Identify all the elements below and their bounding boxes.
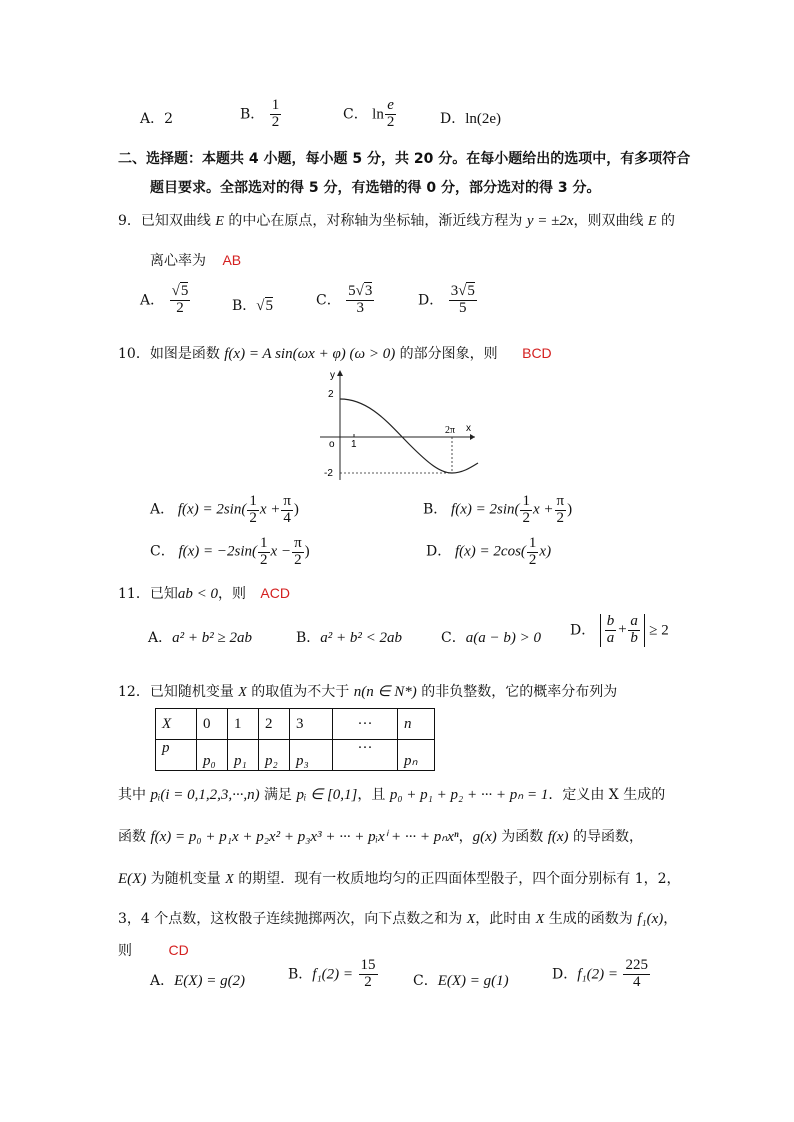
q11-option-c: C．a(a − b) > 0 [441,630,541,646]
table-cell: 1 [228,709,259,740]
q12-answer: CD [168,942,189,958]
q8-option-a: A．2 [140,111,174,127]
q10-answer: BCD [522,345,552,361]
q9-option-b: B．√5 [232,298,274,314]
tick-label-neg2: -2 [324,468,333,479]
table-cell: ··· [333,709,398,740]
table-cell: 2 [259,709,290,740]
table-cell: 3 [290,709,333,740]
q9-option-a: A． $\frac{√5}{2}$ [140,283,189,316]
q12-option-d: D．f₁(2) = $\frac{225}{4}$ [552,957,648,990]
tick-label-1: 1 [351,439,357,450]
q12-line5: 则 CD [118,942,189,959]
q12-option-b: B．f₁(2) = $\frac{15}{2}$ [288,957,376,990]
q9-stem-line2: 离心率为 AB [150,252,242,269]
table-cell: p [156,740,197,771]
q9-option-d: D． $\frac{3√5}{5}$ [418,283,475,316]
q10-sine-graph [310,365,485,485]
q12-line2: 函数 f(x) = p₀ + p₁x + p₂x² + p₃x³ + ··· + pᵢxⁱ + ··· + pₙxⁿ，g(x) 为函数 f(x) 的导函数， [118,829,643,845]
section-2-heading-line2: 题目要求。全部选对的得 5 分，有选错的得 0 分，部分选对的得 3 分。 [150,180,601,196]
table-cell: p₁ [228,740,259,771]
q12-stem: 12．已知随机变量 X 的取值为不大于 n(n ∈ N*) 的非负整数，它的概率分布列为 [118,684,618,700]
table-row [156,709,435,740]
table-cell: ··· [333,740,398,771]
q10-option-c: C． f(x) = −2sin( $\frac{1}{2}$ x − $\frac{\pi}{2}$ ) [150,535,310,568]
q11-option-b: B．a² + b² < 2ab [296,630,403,646]
q9-answer: AB [222,252,242,268]
q10-stem: 10．如图是函数 f(x) = A sin(ωx + φ) (ω > 0) 的部分图象，则 BCD [118,345,552,362]
table-row [156,740,435,771]
q10-option-b: B． f(x) = 2sin( $\frac{1}{2}$ x + $\frac{\pi}{2}$ ) [423,493,573,526]
q11-option-d: D． $\frac{b}{a}$ + $\frac{a}{b}$ ≥ 2 [570,613,669,646]
table-cell: p₃ [290,740,333,771]
q9-stem: 9．已知双曲线 E 的中心在原点，对称轴为坐标轴，渐近线方程为 y = ±2x，则双曲线 E 的 [118,213,675,229]
tick-label-2: 2 [328,389,334,400]
table-cell: n [398,709,435,740]
q11-answer: ACD [260,585,290,601]
q10-option-d: D． f(x) = 2cos( $\frac{1}{2}$ x) [426,535,552,568]
table-cell: p₀ [197,740,228,771]
q11-stem: 11．已知ab < 0，则 ACD [118,585,290,602]
tick-label-2pi: 2π [445,425,456,436]
table-cell: X [156,709,197,740]
q10-option-a: A． f(x) = 2sin( $\frac{1}{2}$ x + $\frac{\pi}{4}$ ) [150,493,299,526]
x-axis-arrow [470,434,475,440]
section-2-heading: 二、选择题：本题共 4 小题，每小题 5 分，共 20 分。在每小题给出的选项中，有多项符合 [118,151,691,167]
origin-label: o [329,439,335,450]
x-axis-label: x [466,423,471,434]
q11-option-a: A．a² + b² ≥ 2ab [148,630,252,646]
q12-line1: 其中 pᵢ(i = 0,1,2,3,···,n) 满足 pᵢ ∈ [0,1]，且 p₀ + p₁ + p₂ + ··· + pₙ = 1．定义由 X 生成的 [118,787,666,803]
y-axis-arrow [337,370,343,376]
table-cell: pₙ [398,740,435,771]
q8-option-c: C． ln $\frac{e}{2}$ [343,97,395,130]
table-cell: p₂ [259,740,290,771]
y-axis-label: y [330,370,335,381]
table-cell: 0 [197,709,228,740]
q8-option-d: D．ln(2e) [440,111,502,127]
q12-line3: E(X) 为随机变量 X 的期望．现有一枚质地均匀的正四面体型骰子，四个面分别标有 1，2， [118,871,681,887]
sine-curve [340,399,478,473]
q9-option-c: C． $\frac{5√3}{3}$ [316,283,373,316]
q8-option-b: B． $\frac{1}{2}$ [240,97,280,130]
q12-option-c: C．E(X) = g(1) [413,973,509,989]
q12-option-a: A．E(X) = g(2) [150,973,246,989]
q12-line4: 3，4 个点数，这枚骰子连续抛掷两次，向下点数之和为 X，此时由 X 生成的函数为 f₁(x)， [118,911,678,927]
distribution-table [155,708,435,771]
